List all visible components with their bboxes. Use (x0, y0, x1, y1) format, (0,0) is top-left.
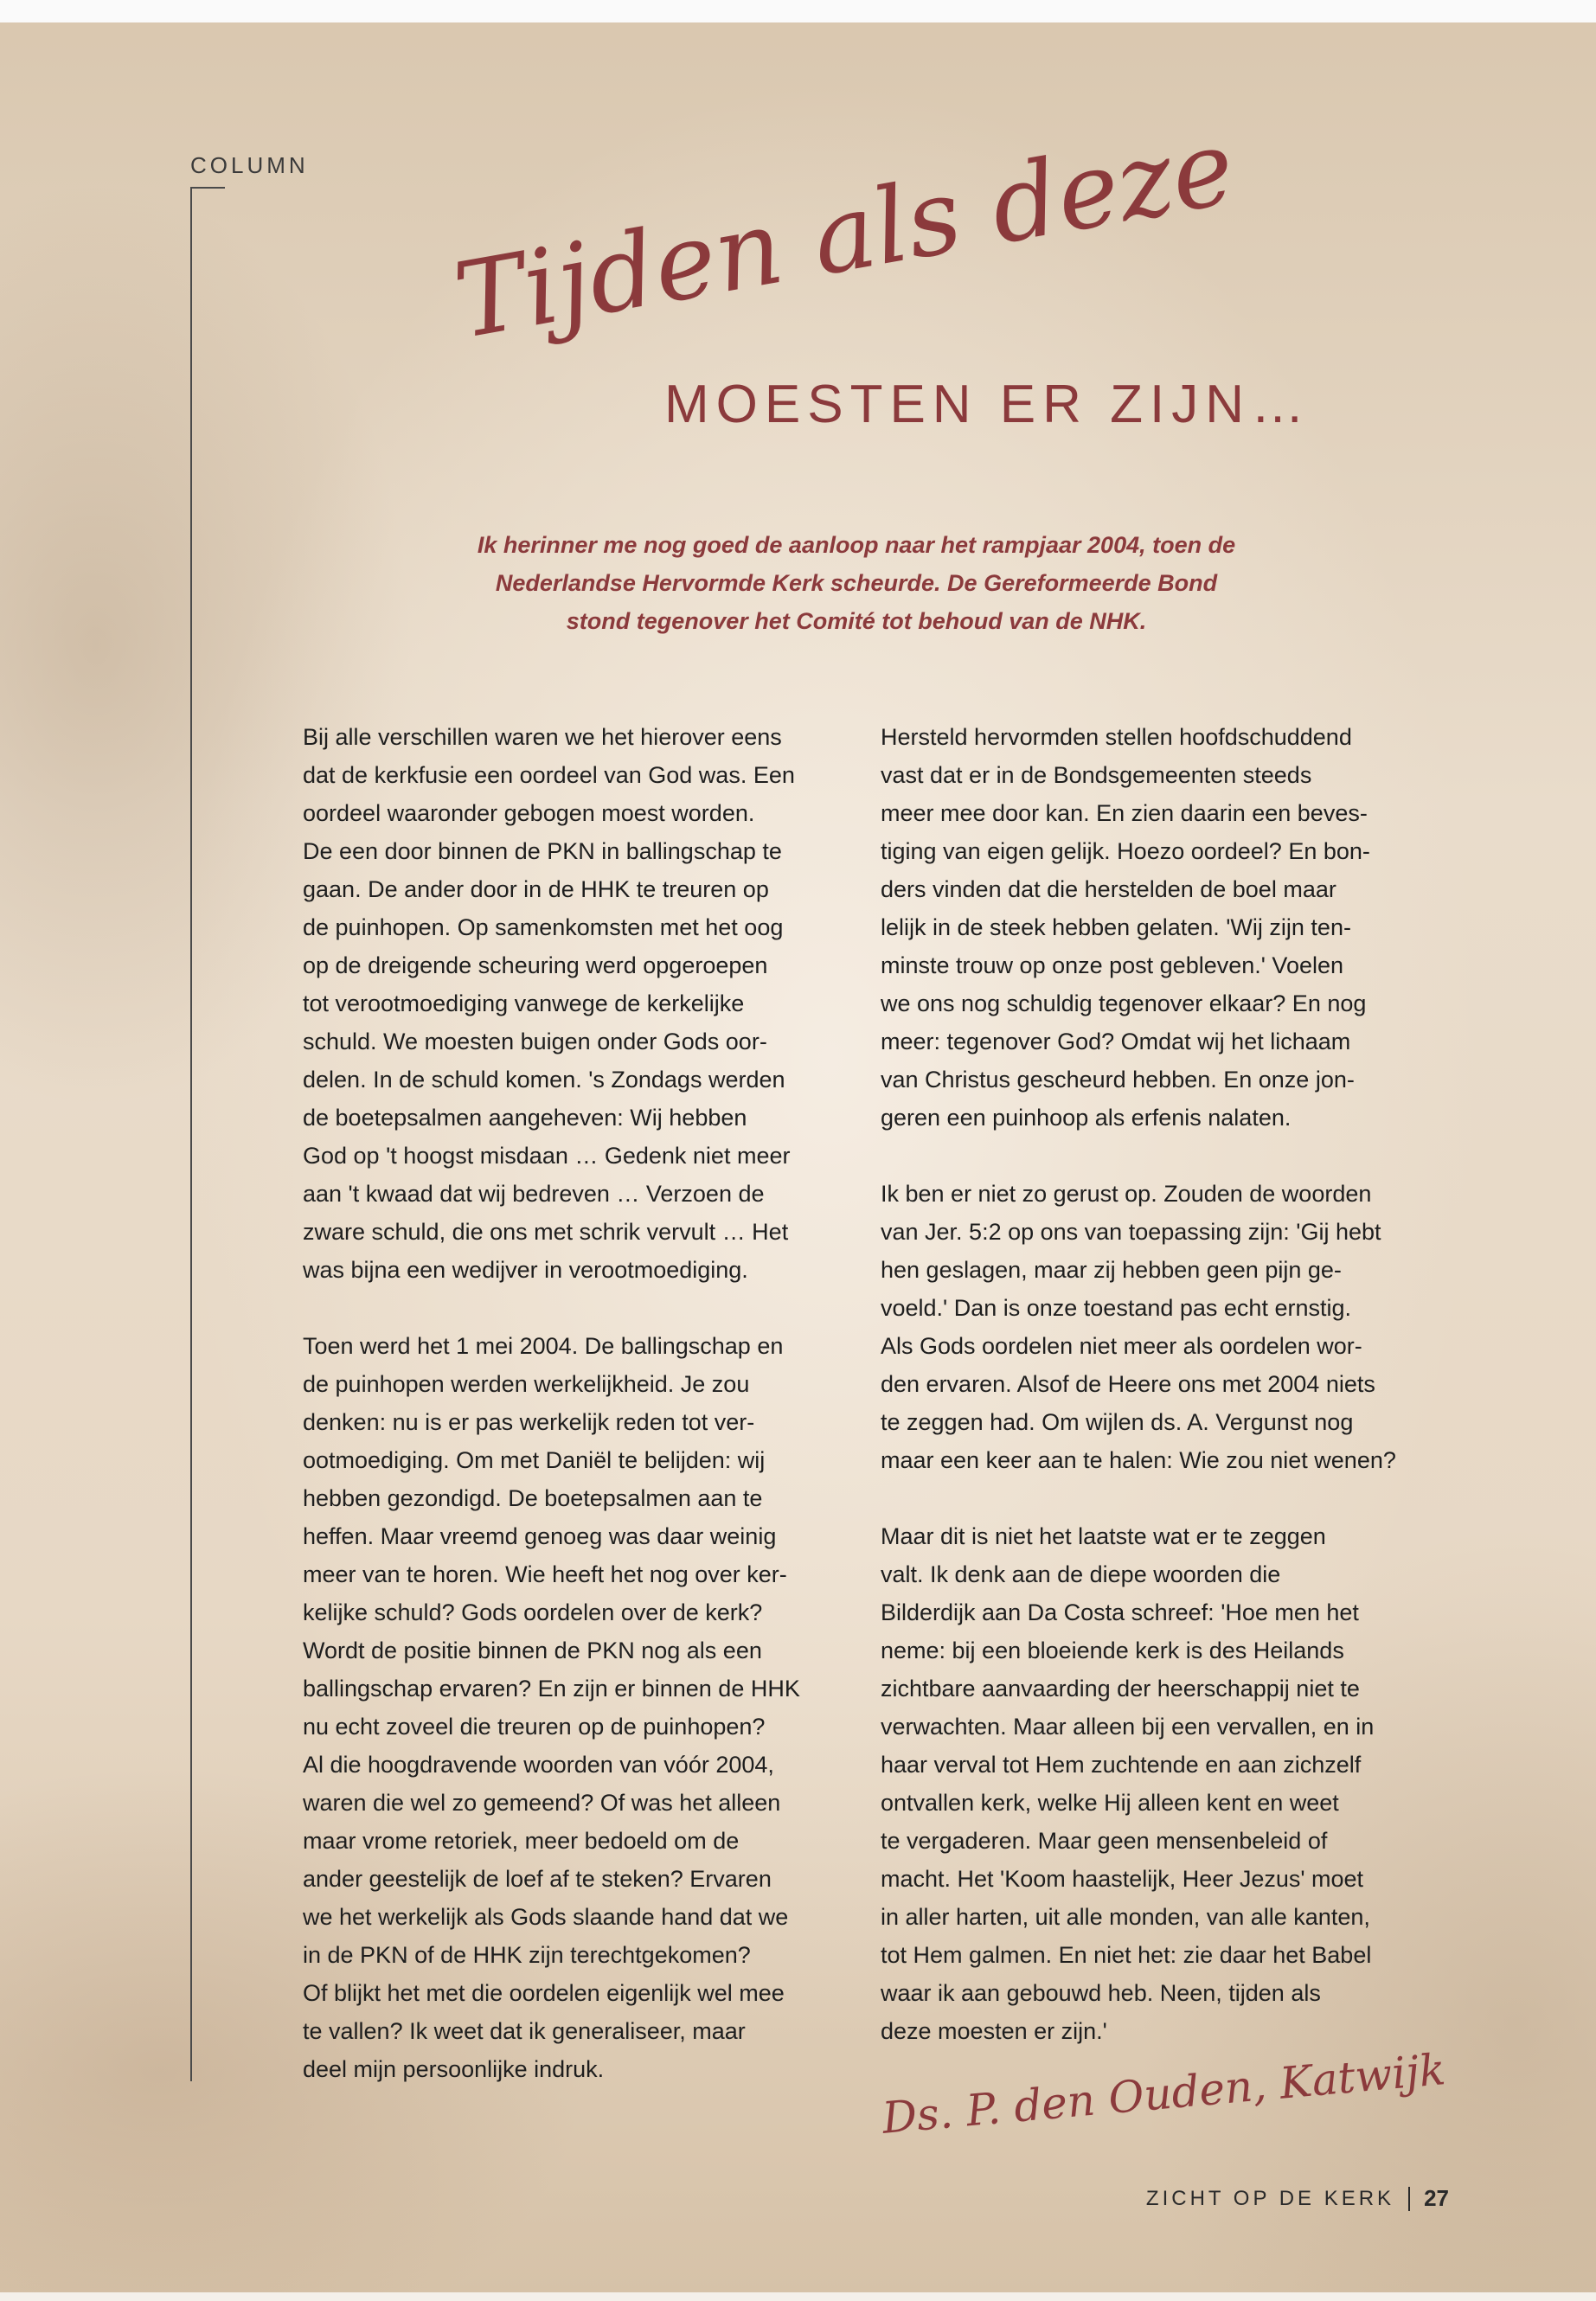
body-text-line: Bilderdijk aan Da Costa schreef: 'Hoe men het (881, 1599, 1359, 1625)
page-footer (1146, 2185, 1449, 2212)
body-text-line: maar vrome retoriek, meer bedoeld om de (303, 1828, 740, 1854)
body-text-line: Al die hoogdravende woorden van vóór 2004, (303, 1752, 774, 1778)
body-text-line: meer: tegenover God? Omdat wij het lichaam (881, 1029, 1351, 1054)
body-text-line: dat de kerkfusie een oordeel van God was. Een (303, 762, 795, 788)
body-text-line: kelijke schuld? Gods oordelen over de kerk? (303, 1599, 763, 1625)
author-signature: Ds. P. den Ouden, Katwijk (880, 2044, 1448, 2144)
body-text-line: de puinhopen. Op samenkomsten met het oog (303, 914, 784, 940)
body-text-line: schuld. We moesten buigen onder Gods oor- (303, 1029, 767, 1054)
body-text-line: was bijna een wedijver in verootmoediging. (303, 1257, 748, 1283)
body-text-line: tiging van eigen gelijk. Hoezo oordeel? En bon- (881, 838, 1370, 864)
body-text-line: gaan. De ander door in de HHK te treuren op (303, 876, 769, 902)
body-text-line: De een door binnen de PKN in ballingschap te (303, 838, 782, 864)
body-text-line: vast dat er in de Bondsgemeenten steeds (881, 762, 1312, 788)
body-text-line: macht. Het 'Koom haastelijk, Heer Jezus' moet (881, 1866, 1364, 1892)
body-text-line: valt. Ik denk aan de diepe woorden die (881, 1561, 1281, 1587)
body-text-line: Hersteld hervormden stellen hoofdschuddend (881, 724, 1352, 750)
intro-line: Nederlandse Hervormde Kerk scheurde. De Gereformeerde Bond (495, 570, 1218, 596)
title-script: Tijden als deze (445, 106, 1243, 363)
body-text-line: van Christus gescheurd hebben. En onze jon- (881, 1067, 1355, 1093)
body-text-line: van Jer. 5:2 op ons van toepassing zijn: 'Gij hebt (881, 1219, 1381, 1245)
intro-line: Ik herinner me nog goed de aanloop naar het rampjaar 2004, toen de (477, 532, 1236, 558)
body-text-line: ootmoediging. Om met Daniël te belijden: wij (303, 1447, 766, 1473)
body-text-line: denken: nu is er pas werkelijk reden tot ver- (303, 1409, 755, 1435)
body-text-line: den ervaren. Alsof de Heere ons met 2004 niets (881, 1371, 1375, 1397)
body-text-line: in de PKN of de HHK zijn terechtgekomen? (303, 1942, 751, 1968)
body-text-line: Ik ben er niet zo gerust op. Zouden de woorden (881, 1181, 1372, 1207)
section-label: COLUMN (190, 152, 309, 178)
body-text-line: haar verval tot Hem zuchtende en aan zichzelf (881, 1752, 1362, 1778)
body-text-line: Bij alle verschillen waren we het hierover eens (303, 724, 782, 750)
body-text-line: God op 't hoogst misdaan … Gedenk niet meer (303, 1143, 791, 1169)
body-text-line: Wordt de positie binnen de PKN nog als een (303, 1638, 762, 1663)
body-text-line: ders vinden dat die herstelden de boel maar (881, 876, 1336, 902)
body-text-line: in aller harten, uit alle monden, van alle kanten, (881, 1904, 1370, 1930)
body-text-line: minste trouw op onze post gebleven.' Voelen (881, 952, 1344, 978)
body-text-line: tot Hem galmen. En niet het: zie daar het Babel (881, 1942, 1372, 1968)
body-text-line: meer mee door kan. En zien daarin een beves- (881, 800, 1368, 826)
right-column-paragraph (881, 718, 1434, 1137)
body-text-line: zware schuld, die ons met schrik vervult … Het (303, 1219, 789, 1245)
body-text-line: aan 't kwaad dat wij bedreven … Verzoen de (303, 1181, 765, 1207)
body-text-line: deel mijn persoonlijke indruk. (303, 2056, 605, 2082)
body-text-line: ballingschap ervaren? En zijn er binnen de HHK (303, 1676, 800, 1702)
body-text-line: Toen werd het 1 mei 2004. De ballingschap en (303, 1333, 784, 1359)
body-text-line: Maar dit is niet het laatste wat er te zeggen (881, 1523, 1326, 1549)
body-text-line: ander geestelijk de loef af te steken? Ervaren (303, 1866, 772, 1892)
body-text-line: waren die wel zo gemeend? Of was het alleen (303, 1790, 781, 1816)
body-text-line: Of blijkt het met die oordelen eigenlijk wel mee (303, 1980, 785, 2006)
body-column-left (303, 718, 856, 2126)
section-rule-horizontal (190, 187, 225, 189)
body-text-line: hen geslagen, maar zij hebben geen pijn ge- (881, 1257, 1342, 1283)
section-rule-vertical (190, 187, 192, 2081)
body-text-line: voeld.' Dan is onze toestand pas echt ernstig. (881, 1295, 1351, 1321)
body-text-line: lelijk in de steek hebben gelaten. 'Wij zijn ten- (881, 914, 1351, 940)
body-text-line: deze moesten er zijn.' (881, 2018, 1107, 2044)
body-text-line: geren een puinhoop als erfenis nalaten. (881, 1105, 1292, 1131)
body-text-line: Als Gods oordelen niet meer als oordelen wor- (881, 1333, 1362, 1359)
body-text-line: delen. In de schuld komen. 's Zondags werden (303, 1067, 785, 1093)
right-column-paragraph (881, 1175, 1434, 1479)
body-text-line: we ons nog schuldig tegenover elkaar? En nog (881, 990, 1367, 1016)
body-column-right (881, 718, 1434, 2088)
intro-line: stond tegenover het Comité tot behoud van de NHK. (566, 608, 1147, 634)
title-caps: MOESTEN ER ZIJN… (664, 375, 1312, 434)
body-text-line: de puinhopen werden werkelijkheid. Je zou (303, 1371, 750, 1397)
intro-paragraph (407, 526, 1306, 640)
body-text-line: we het werkelijk als Gods slaande hand dat we (303, 1904, 789, 1930)
body-text-line: zichtbare aanvaarding der heerschappij niet te (881, 1676, 1360, 1702)
body-text-line: meer van te horen. Wie heeft het nog over ker- (303, 1561, 787, 1587)
body-text-line: waar ik aan gebouwd heb. Neen, tijden als (881, 1980, 1321, 2006)
body-text-line: te zeggen had. Om wijlen ds. A. Vergunst nog (881, 1409, 1354, 1435)
body-text-line: nu echt zoveel die treuren op de puinhopen? (303, 1714, 766, 1740)
body-text-line: verwachten. Maar alleen bij een vervallen, en in (881, 1714, 1375, 1740)
body-text-line: neme: bij een bloeiende kerk is des Heilands (881, 1638, 1344, 1663)
right-column-paragraph (881, 1517, 1434, 2050)
bottom-margin-strip (0, 2292, 1596, 2301)
left-column-paragraph (303, 1327, 856, 2088)
body-text-line: te vallen? Ik weet dat ik generaliseer, maar (303, 2018, 746, 2044)
body-text-line: de boetepsalmen aangeheven: Wij hebben (303, 1105, 747, 1131)
footer-magazine-name: ZICHT OP DE KERK (1145, 2186, 1395, 2210)
body-text-line: op de dreigende scheuring werd opgeroepen (303, 952, 768, 978)
top-margin-strip (0, 0, 1596, 22)
footer-divider (1408, 2187, 1410, 2211)
body-text-line: hebben gezondigd. De boetepsalmen aan te (303, 1485, 763, 1511)
body-text-line: heffen. Maar vreemd genoeg was daar weinig (303, 1523, 777, 1549)
body-text-line: tot verootmoediging vanwege de kerkelijke (303, 990, 745, 1016)
body-text-line: te vergaderen. Maar geen mensenbeleid of (881, 1828, 1328, 1854)
body-text-line: ontvallen kerk, welke Hij alleen kent en weet (881, 1790, 1339, 1816)
body-text-line: oordeel waaronder gebogen moest worden. (303, 800, 755, 826)
left-column-paragraph (303, 718, 856, 1289)
body-text-line: maar een keer aan te halen: Wie zou niet wenen? (881, 1447, 1396, 1473)
page-number: 27 (1424, 2185, 1449, 2211)
